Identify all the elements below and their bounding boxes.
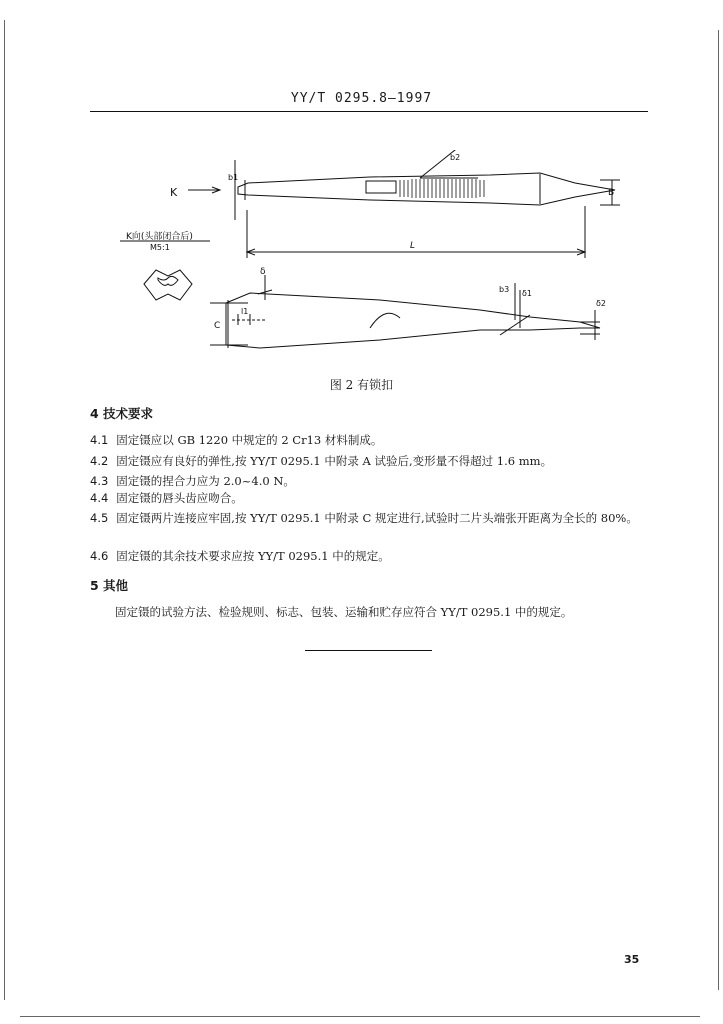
dim-b3-label: b3 <box>499 285 510 294</box>
dim-b2-label: b2 <box>450 153 461 162</box>
clause-4-2 <box>90 452 650 470</box>
dim-L-label: L <box>410 241 416 251</box>
dim-d-label: δ <box>260 267 266 277</box>
clause-text: 固定镊的唇头齿应吻合。 <box>116 491 243 505</box>
tweezers-drawing <box>120 150 620 375</box>
section-4-title: 4 技术要求 <box>90 406 154 421</box>
clause-4-3 <box>90 472 650 490</box>
clause-number: 4.5 <box>90 511 109 525</box>
header-rule <box>90 111 648 112</box>
standard-header: YY/T 0295.8—1997 <box>290 91 433 106</box>
k-view-scale: M5:1 <box>150 243 170 252</box>
figure-caption: 图 2 有锁扣 <box>329 378 394 392</box>
dim-d1-label: δ1 <box>522 289 532 298</box>
section-5-title: 5 其他 <box>90 578 129 593</box>
clause-text: 固定镊两片连接应牢固,按 YY/T 0295.1 中附录 C 规定进行,试验时二片头端张开距离为全长的 80%。 <box>116 511 638 525</box>
dim-b1-label: b1 <box>228 173 239 182</box>
clause-4-5 <box>90 509 650 527</box>
clause-text: 固定镊应有良好的弹性,按 YY/T 0295.1 中附录 A 试验后,变形量不得超过 1.6 mm。 <box>116 454 553 468</box>
clause-number: 4.2 <box>90 454 109 468</box>
clause-number: 4.4 <box>90 491 109 505</box>
dim-C-label: C <box>214 321 221 331</box>
dim-B-label: B <box>608 188 615 198</box>
page-number: 35 <box>624 953 640 966</box>
k-arrow-label: K <box>170 186 178 199</box>
clause-4-1 <box>90 431 650 449</box>
k-view-title: K向(头部闭合后) <box>126 232 193 242</box>
section-5-text: 固定镊的试验方法、检验规则、标志、包装、运输和贮存应符合 YY/T 0295.1 中的规定。 <box>115 605 573 619</box>
closing-rule <box>305 650 432 651</box>
clause-text: 固定镊应以 GB 1220 中规定的 2 Cr13 材料制成。 <box>116 433 383 447</box>
clause-text: 固定镊的其余技术要求应按 YY/T 0295.1 中的规定。 <box>116 549 390 563</box>
clause-4-4 <box>90 489 650 507</box>
dim-l1-label: l1 <box>241 307 249 316</box>
clause-number: 4.3 <box>90 474 109 488</box>
clause-text: 固定镊的捏合力应为 2.0~4.0 N。 <box>116 474 295 488</box>
clause-4-6 <box>90 547 650 565</box>
dim-d2-label: δ2 <box>596 299 606 308</box>
clause-number: 4.1 <box>90 433 109 447</box>
clause-number: 4.6 <box>90 549 109 563</box>
